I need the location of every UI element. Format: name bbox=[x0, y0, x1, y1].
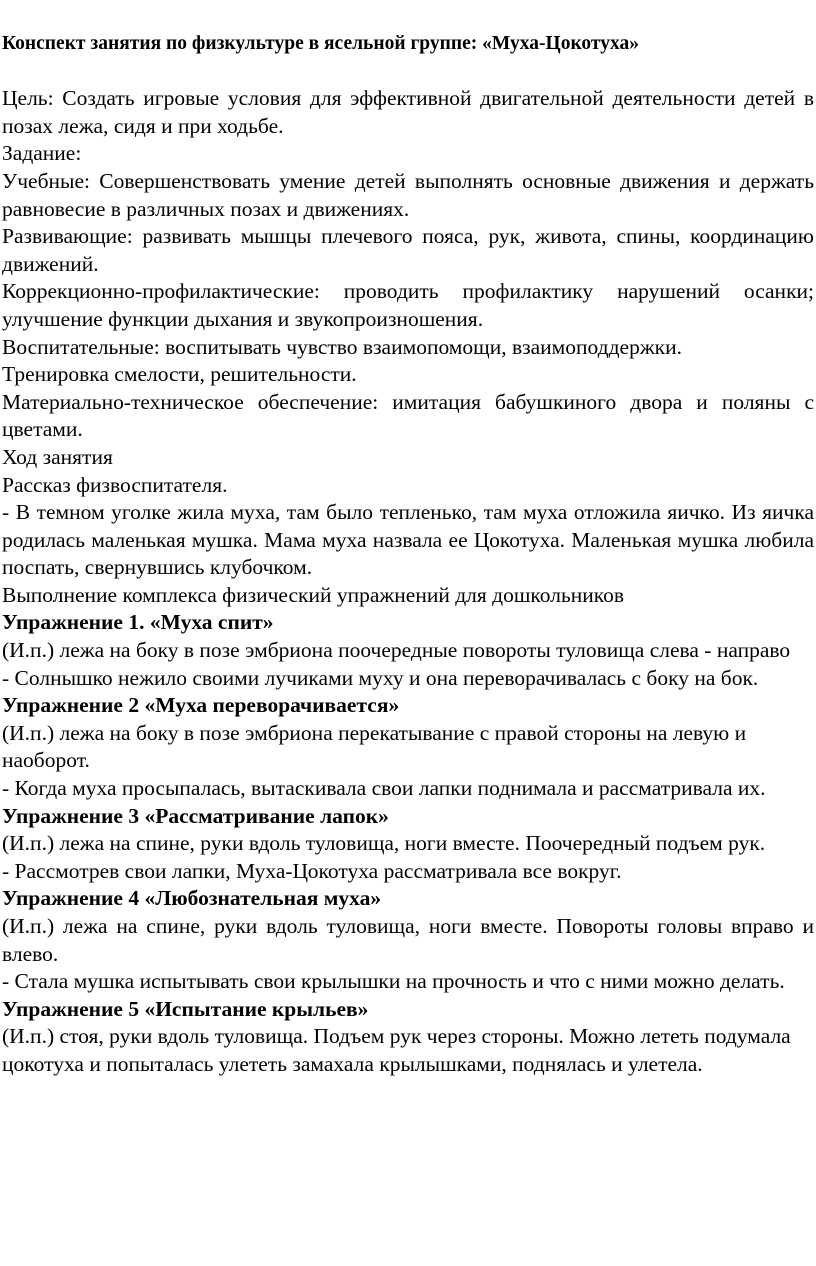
body-paragraph: - В темном уголке жила муха, там было тепленько, там муха отложила яичко. Из яичка родилась маленькая мушка. Мама муха назвала ее Цокотуха. Маленькая мушка любила поспать, свернувшись клубочком. bbox=[2, 500, 814, 580]
body-paragraph: - Когда муха просыпалась, вытаскивала свои лапки поднимала и рассматривала их. bbox=[2, 776, 766, 801]
document-title: Конспект занятия по физкультуре в ясельной группе: «Муха-Цокотуха» bbox=[2, 33, 639, 54]
body-paragraph: Воспитательные: воспитывать чувство взаимопомощи, взаимоподдержки. bbox=[2, 334, 683, 359]
body-paragraph: Развивающие: развивать мышцы плечевого пояса, рук, живота, спины, координацию движений. bbox=[2, 224, 814, 276]
body-paragraph: (И.п.) лежа на боку в позе эмбриона перекатывание с правой стороны на левую и наоборот. bbox=[2, 720, 747, 773]
exercise-heading: Упражнение 2 «Муха переворачивается» bbox=[2, 693, 400, 718]
exercise-heading: Упражнение 3 «Рассматривание лапок» bbox=[2, 803, 389, 828]
body-paragraph: Цель: Создать игровые условия для эффективной двигательной деятельности детей в позах лежа, сидя и при ходьбе. bbox=[2, 86, 814, 138]
body-paragraph: - Стала мушка испытывать свои крылышки на прочность и что с ними можно делать. bbox=[2, 969, 785, 994]
body-paragraph: - Рассмотрев свои лапки, Муха-Цокотуха рассматривала все вокруг. bbox=[2, 858, 622, 883]
document-body bbox=[2, 85, 814, 1078]
exercise-heading: Упражнение 1. «Муха спит» bbox=[2, 610, 274, 635]
body-paragraph: (И.п.) лежа на боку в позе эмбриона поочередные повороты туловища слева - направо bbox=[2, 638, 791, 663]
body-paragraph: Учебные: Совершенствовать умение детей выполнять основные движения и держать равновесие в различных позах и движениях. bbox=[2, 168, 814, 221]
body-paragraph: Ход занятия bbox=[2, 444, 113, 469]
body-paragraph: (И.п.) лежа на спине, руки вдоль туловища, ноги вместе. Поочередный подъем рук. bbox=[2, 831, 766, 856]
blank-line bbox=[2, 58, 814, 86]
body-paragraph: Задание: bbox=[2, 141, 82, 166]
body-paragraph: - Солнышко нежило своими лучиками муху и она переворачивалась с боку на бок. bbox=[2, 665, 759, 690]
exercise-heading: Упражнение 5 «Испытание крыльев» bbox=[2, 996, 369, 1021]
body-paragraph: (И.п.) стоя, руки вдоль туловища. Подъем рук через стороны. Можно лететь подумала цокотуха и попыталась улететь замахала крылышками, поднялась и улетела. bbox=[2, 1024, 791, 1076]
body-paragraph: Рассказ физвоспитателя. bbox=[2, 472, 228, 497]
body-paragraph: (И.п.) лежа на спине, руки вдоль туловища, ноги вместе. Повороты головы вправо и влево. bbox=[2, 914, 814, 966]
exercise-heading: Упражнение 4 «Любознательная муха» bbox=[2, 886, 382, 911]
body-paragraph: Коррекционно-профилактические: проводить профилактику нарушений осанки; улучшение функции дыхания и звукопроизношения. bbox=[2, 279, 814, 331]
body-paragraph: Материально-техническое обеспечение: имитация бабушкиного двора и поляны с цветами. bbox=[2, 389, 814, 442]
body-paragraph: Тренировка смелости, решительности. bbox=[2, 362, 357, 387]
body-paragraph: Выполнение комплекса физический упражнений для дошкольников bbox=[2, 582, 625, 607]
